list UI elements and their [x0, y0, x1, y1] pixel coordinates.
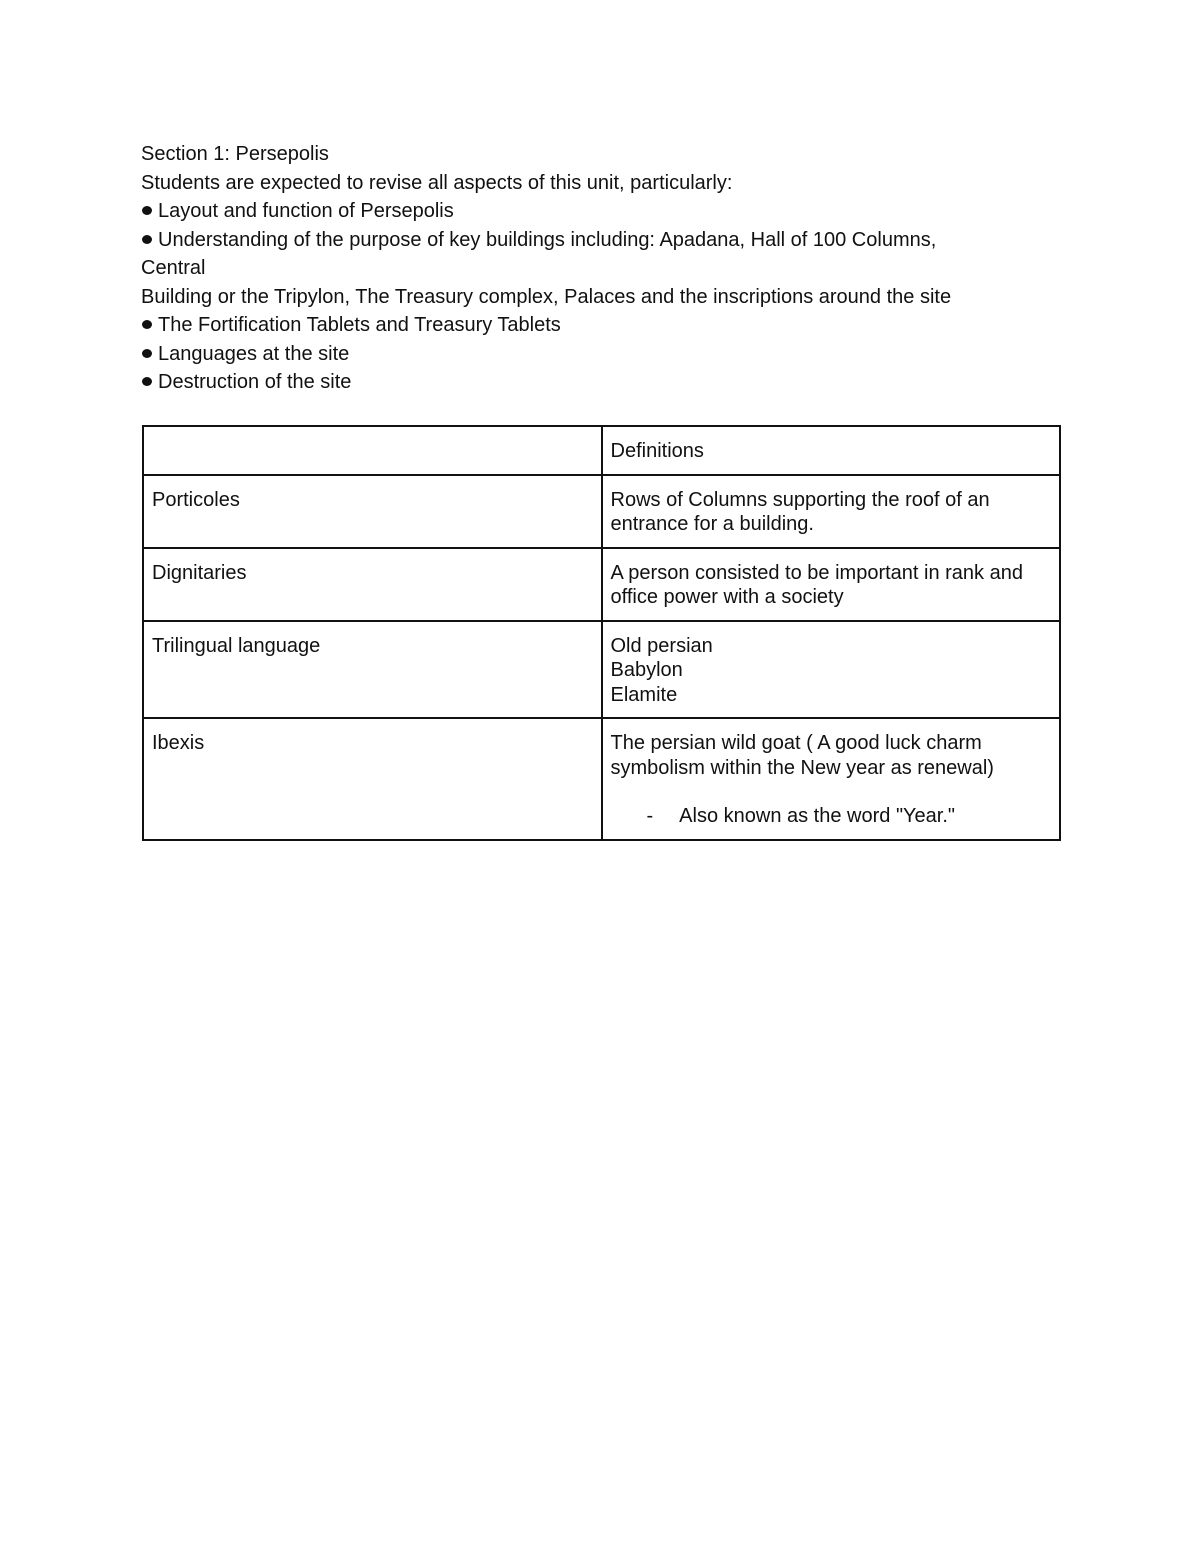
- bullet-icon: [142, 377, 152, 386]
- header-term-cell: [143, 426, 602, 475]
- bullet-icon: [142, 235, 152, 244]
- table-row: [143, 621, 1060, 719]
- table-row: [143, 548, 1060, 621]
- term-cell: Trilingual language: [143, 621, 602, 719]
- bullet-continuation: Building or the Tripylon, The Treasury complex, Palaces and the inscriptions around the site: [141, 285, 952, 308]
- definition-line: Old persian: [610, 634, 713, 657]
- section-heading: Section 1: Persepolis: [141, 143, 329, 165]
- term-cell: Dignitaries: [143, 548, 602, 621]
- paragraph-gap: [611, 780, 1052, 804]
- bullet-item: [141, 197, 1061, 226]
- bullet-text-wrap: Central: [141, 257, 206, 279]
- bullet-item: [141, 340, 1061, 369]
- definition-cell: [602, 621, 1061, 719]
- dash-marker: -: [646, 805, 654, 827]
- bullet-icon: [142, 349, 152, 358]
- definition-cell: Rows of Columns supporting the roof of an entrance for a building.: [602, 475, 1061, 548]
- term-cell: Ibexis: [143, 718, 602, 840]
- definition-line: Elamite: [610, 683, 678, 706]
- definition-cell: [602, 718, 1061, 840]
- definition-line: Babylon: [610, 659, 683, 681]
- intro-lead: Students are expected to revise all aspects of this unit, particularly:: [141, 171, 733, 194]
- bullet-text: Destruction of the site: [158, 371, 352, 393]
- bullet-text: Layout and function of Persepolis: [158, 200, 454, 222]
- dash-list-item: [611, 804, 1052, 829]
- intro-section: [141, 140, 1061, 397]
- bullet-text: Languages at the site: [158, 342, 350, 365]
- table-header-row: [143, 426, 1060, 475]
- definition-text: The persian wild goat ( A good luck charm symbolism within the New year as renewal): [610, 732, 994, 779]
- bullet-item: [141, 311, 1061, 340]
- definitions-table: [142, 425, 1061, 841]
- term-cell: Porticoles: [143, 475, 602, 548]
- table-row: [143, 718, 1060, 840]
- definition-cell: A person consisted to be important in rank and office power with a society: [602, 548, 1061, 621]
- bullet-icon: [142, 320, 152, 329]
- bullet-text: Understanding of the purpose of key buildings including: Apadana, Hall of 100 Columns,: [158, 228, 937, 251]
- table-row: [143, 475, 1060, 548]
- bullet-text: The Fortification Tablets and Treasury Tablets: [158, 314, 561, 336]
- bullet-icon: [142, 206, 152, 215]
- bullet-item: [141, 226, 1061, 255]
- header-definition-cell: Definitions: [602, 426, 1061, 475]
- dash-item-text: Also known as the word "Year.": [679, 805, 956, 827]
- bullet-item: [141, 368, 1061, 397]
